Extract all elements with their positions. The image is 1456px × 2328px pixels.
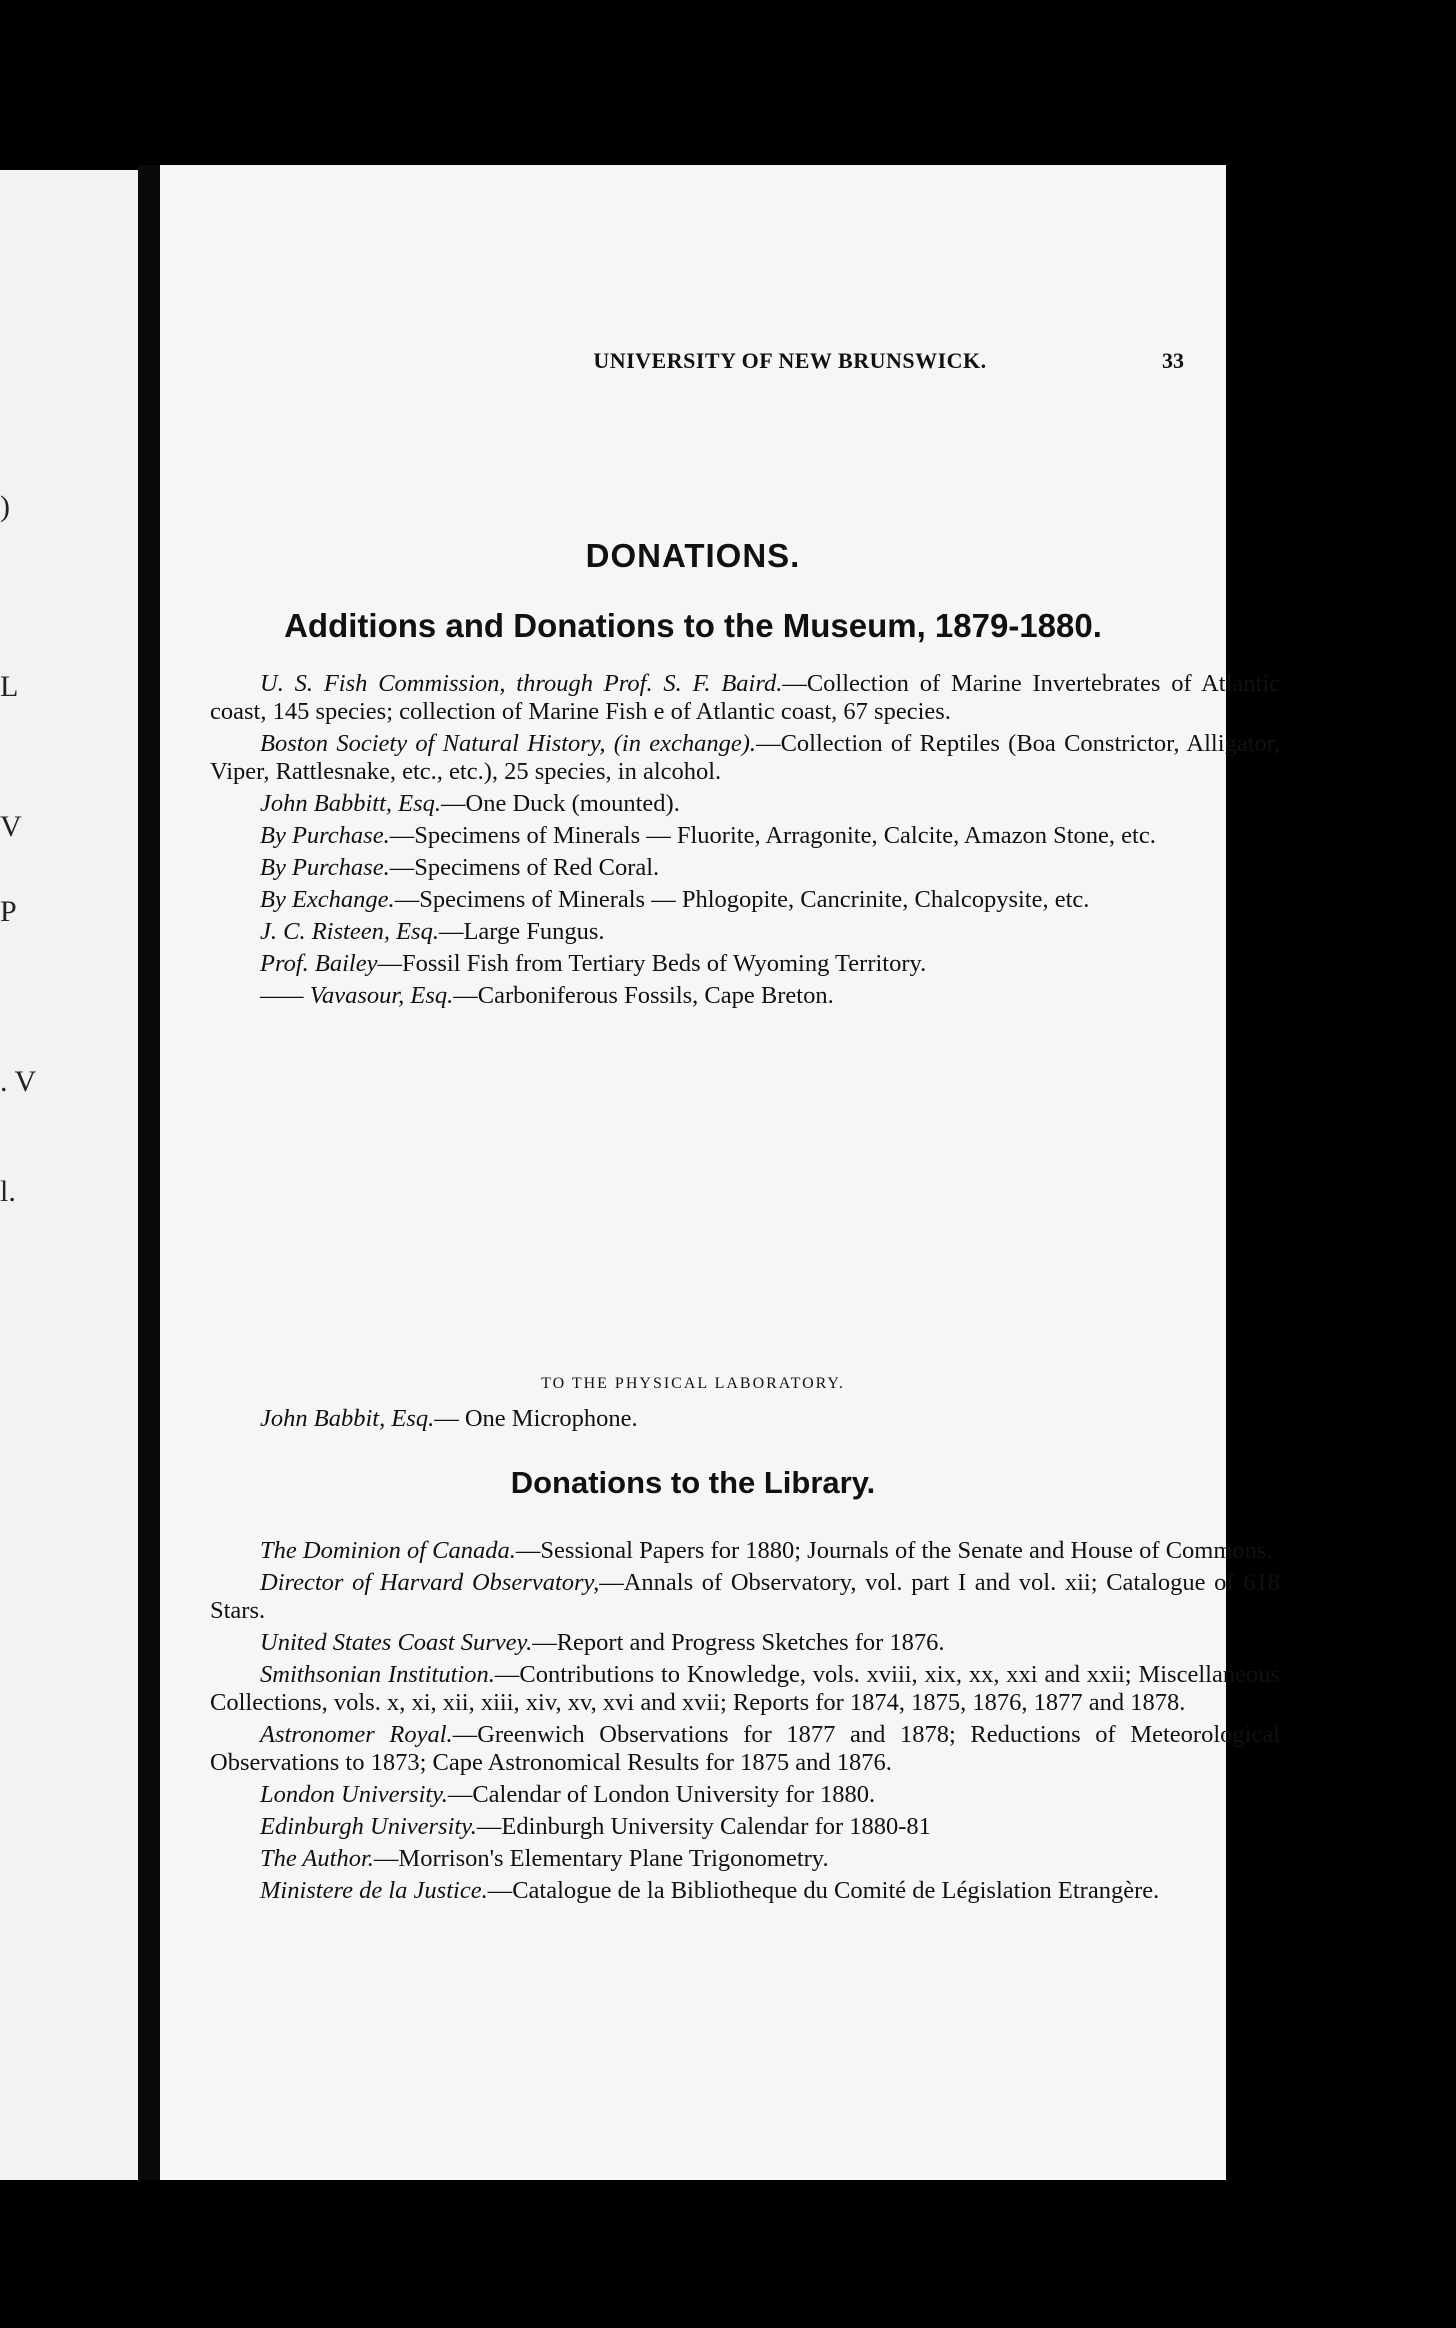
section-title-museum: Additions and Donations to the Museum, 1879-1880. [284, 607, 1102, 644]
page-title: DONATIONS. [585, 537, 801, 574]
museum-entry: By Purchase.—Specimens of Red Coral. [260, 854, 660, 881]
library-entry: The Author.—Morrison's Elementary Plane Trigonometry. [260, 1845, 829, 1872]
museum-entry: By Purchase.—Specimens of Minerals — Fluorite, Arragonite, Calcite, Amazon Stone, etc. [260, 822, 1156, 849]
library-entries [210, 1537, 1280, 1909]
museum-entry: —— Vavasour, Esq.—Carboniferous Fossils, Cape Breton. [260, 982, 834, 1009]
document-page [160, 165, 1280, 2180]
library-entry: The Dominion of Canada.—Sessional Papers for 1880; Journals of the Senate and House of Commons. [260, 1537, 1273, 1564]
museum-entry: By Exchange.—Specimens of Minerals — Phlogopite, Cancrinite, Chalcopysite, etc. [260, 886, 1090, 913]
library-entry: Smithsonian Institution.—Contributions to Knowledge, vols. xviii, xix, xx, xxi and xxii; Miscellaneous Collections, vols. x, xi, xii, xiii, xiv, xv, xvi and xvii; Reports for 1874, 1875, 1876, 1877 and 1878. [210, 1661, 1280, 1716]
museum-entry: Prof. Bailey—Fossil Fish from Tertiary Beds of Wyoming Territory. [260, 950, 927, 977]
adjacent-page-strip [0, 170, 140, 2180]
physical-lab-entries [210, 1405, 1280, 1437]
library-entry: London University.—Calendar of London University for 1880. [260, 1781, 876, 1808]
museum-entry: Boston Society of Natural History, (in exchange).—Collection of Reptiles (Boa Constrictor, Alligator, Viper, Rattlesnake, etc., etc.), 25 species, in alcohol. [210, 730, 1280, 785]
page-number: 33 [1162, 348, 1184, 373]
adjacent-page-fragment: V [0, 810, 22, 843]
physical-laboratory-label: TO THE PHYSICAL LABORATORY. [541, 1375, 845, 1392]
running-head: UNIVERSITY OF NEW BRUNSWICK. [593, 348, 987, 373]
museum-entry: J. C. Risteen, Esq.—Large Fungus. [260, 918, 605, 945]
adjacent-page-fragment: P [0, 895, 17, 928]
adjacent-page-fragment: ) [0, 490, 10, 523]
museum-entries [210, 670, 1280, 1014]
library-entry: Director of Harvard Observatory,—Annals of Observatory, vol. part I and vol. xii; Catalogue of 618 Stars. [210, 1569, 1280, 1624]
scan-border [140, 2180, 1456, 2328]
book-spine-shadow [138, 165, 160, 2180]
library-entry: Edinburgh University.—Edinburgh University Calendar for 1880-81 [260, 1813, 931, 1840]
adjacent-page-fragment: L [0, 670, 19, 703]
section-title-library: Donations to the Library. [510, 1465, 876, 1500]
physical-lab-entry: John Babbit, Esq.— One Microphone. [260, 1405, 638, 1432]
museum-entry: U. S. Fish Commission, through Prof. S. F. Baird.—Collection of Marine Invertebrates of Atlantic coast, 145 species; collection of Marine Fish e of Atlantic coast, 67 species. [210, 670, 1280, 725]
museum-entry: John Babbitt, Esq.—One Duck (mounted). [260, 790, 680, 817]
adjacent-page-fragment: . V [0, 1065, 37, 1098]
library-entry: Ministere de la Justice.—Catalogue de la Bibliotheque du Comité de Législation Etrangère. [260, 1877, 1160, 1904]
adjacent-page-fragment: l. [0, 1175, 16, 1208]
library-entry: United States Coast Survey.—Report and Progress Sketches for 1876. [260, 1629, 945, 1656]
library-entry: Astronomer Royal.—Greenwich Observations for 1877 and 1878; Reductions of Meteorological Observations to 1873; Cape Astronomical Results for 1875 and 1876. [210, 1721, 1280, 1776]
